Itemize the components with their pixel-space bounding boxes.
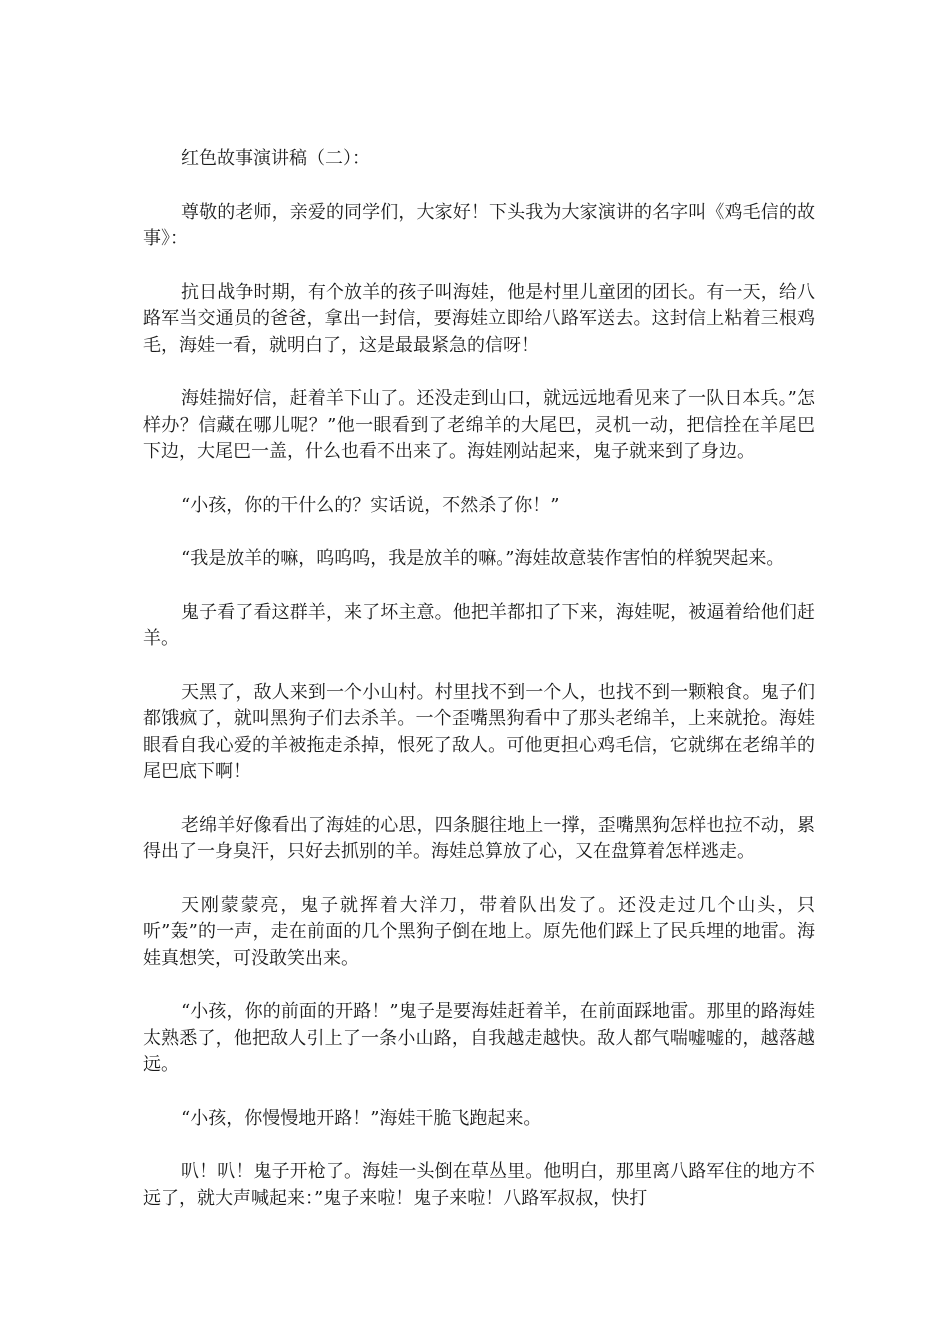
document-title: 红色故事演讲稿（二）： <box>181 148 370 169</box>
paragraph: “小孩，你慢慢地开路！”海娃干脆飞跑起来。 <box>181 1107 542 1129</box>
document-body <box>143 146 815 1239</box>
paragraph: 叭！叭！鬼子开枪了。海娃一头倒在草丛里。他明白，那里离八路军住的地方不远了，就大声喊起来：”鬼子来啦！鬼子来啦！八路军叔叔，快打 <box>143 1161 815 1209</box>
paragraph: 鬼子看了看这群羊，来了坏主意。他把羊都扣了下来，海娃呢，被逼着给他们赶羊。 <box>143 601 815 649</box>
paragraph: “小孩，你的前面的开路！”鬼子是要海娃赶着羊，在前面踩地雷。那里的路海娃太熟悉了，他把敌人引上了一条小山路，自我越走越快。敌人都气喘嘘嘘的，越落越远。 <box>143 1001 815 1075</box>
paragraph: 天刚蒙蒙亮，鬼子就挥着大洋刀，带着队出发了。还没走过几个山头，只听”轰”的一声，走在前面的几个黑狗子倒在地上。原先他们踩上了民兵埋的地雷。海娃真想笑，可没敢笑出来。 <box>143 894 815 969</box>
paragraph: “小孩，你的干什么的？实话说，不然杀了你！” <box>181 494 560 516</box>
paragraph: “我是放羊的嘛，呜呜呜，我是放羊的嘛。”海娃故意装作害怕的样貌哭起来。 <box>181 548 785 569</box>
paragraph: 海娃揣好信，赶着羊下山了。还没走到山口，就远远地看见来了一队日本兵。”怎样办？信藏在哪儿呢？”他一眼看到了老绵羊的大尾巴，灵机一动，把信拴在羊尾巴下边，大尾巴一盖，什么也看不出来了。海娃刚站起来，鬼子就来到了身边。 <box>143 388 815 462</box>
paragraph: 抗日战争时期，有个放羊的孩子叫海娃，他是村里儿童团的团长。有一天，给八路军当交通员的爸爸，拿出一封信，要海娃立即给八路军送去。这封信上粘着三根鸡毛，海娃一看，就明白了，这是最最紧急的信呀！ <box>143 281 815 356</box>
paragraph-greeting: 尊敬的老师，亲爱的同学们，大家好！下头我为大家演讲的名字叫《鸡毛信的故事》： <box>143 201 815 249</box>
paragraph: 天黑了，敌人来到一个小山村。村里找不到一个人，也找不到一颗粮食。鬼子们都饿疯了，就叫黑狗子们去杀羊。一个歪嘴黑狗看中了那头老绵羊，上来就抢。海娃眼看自我心爱的羊被拖走杀掉，恨死了敌人。可他更担心鸡毛信，它就绑在老绵羊的尾巴底下啊！ <box>143 681 815 782</box>
paragraph: 老绵羊好像看出了海娃的心思，四条腿往地上一撑，歪嘴黑狗怎样也拉不动，累得出了一身臭汗，只好去抓别的羊。海娃总算放了心，又在盘算着怎样逃走。 <box>143 814 815 862</box>
